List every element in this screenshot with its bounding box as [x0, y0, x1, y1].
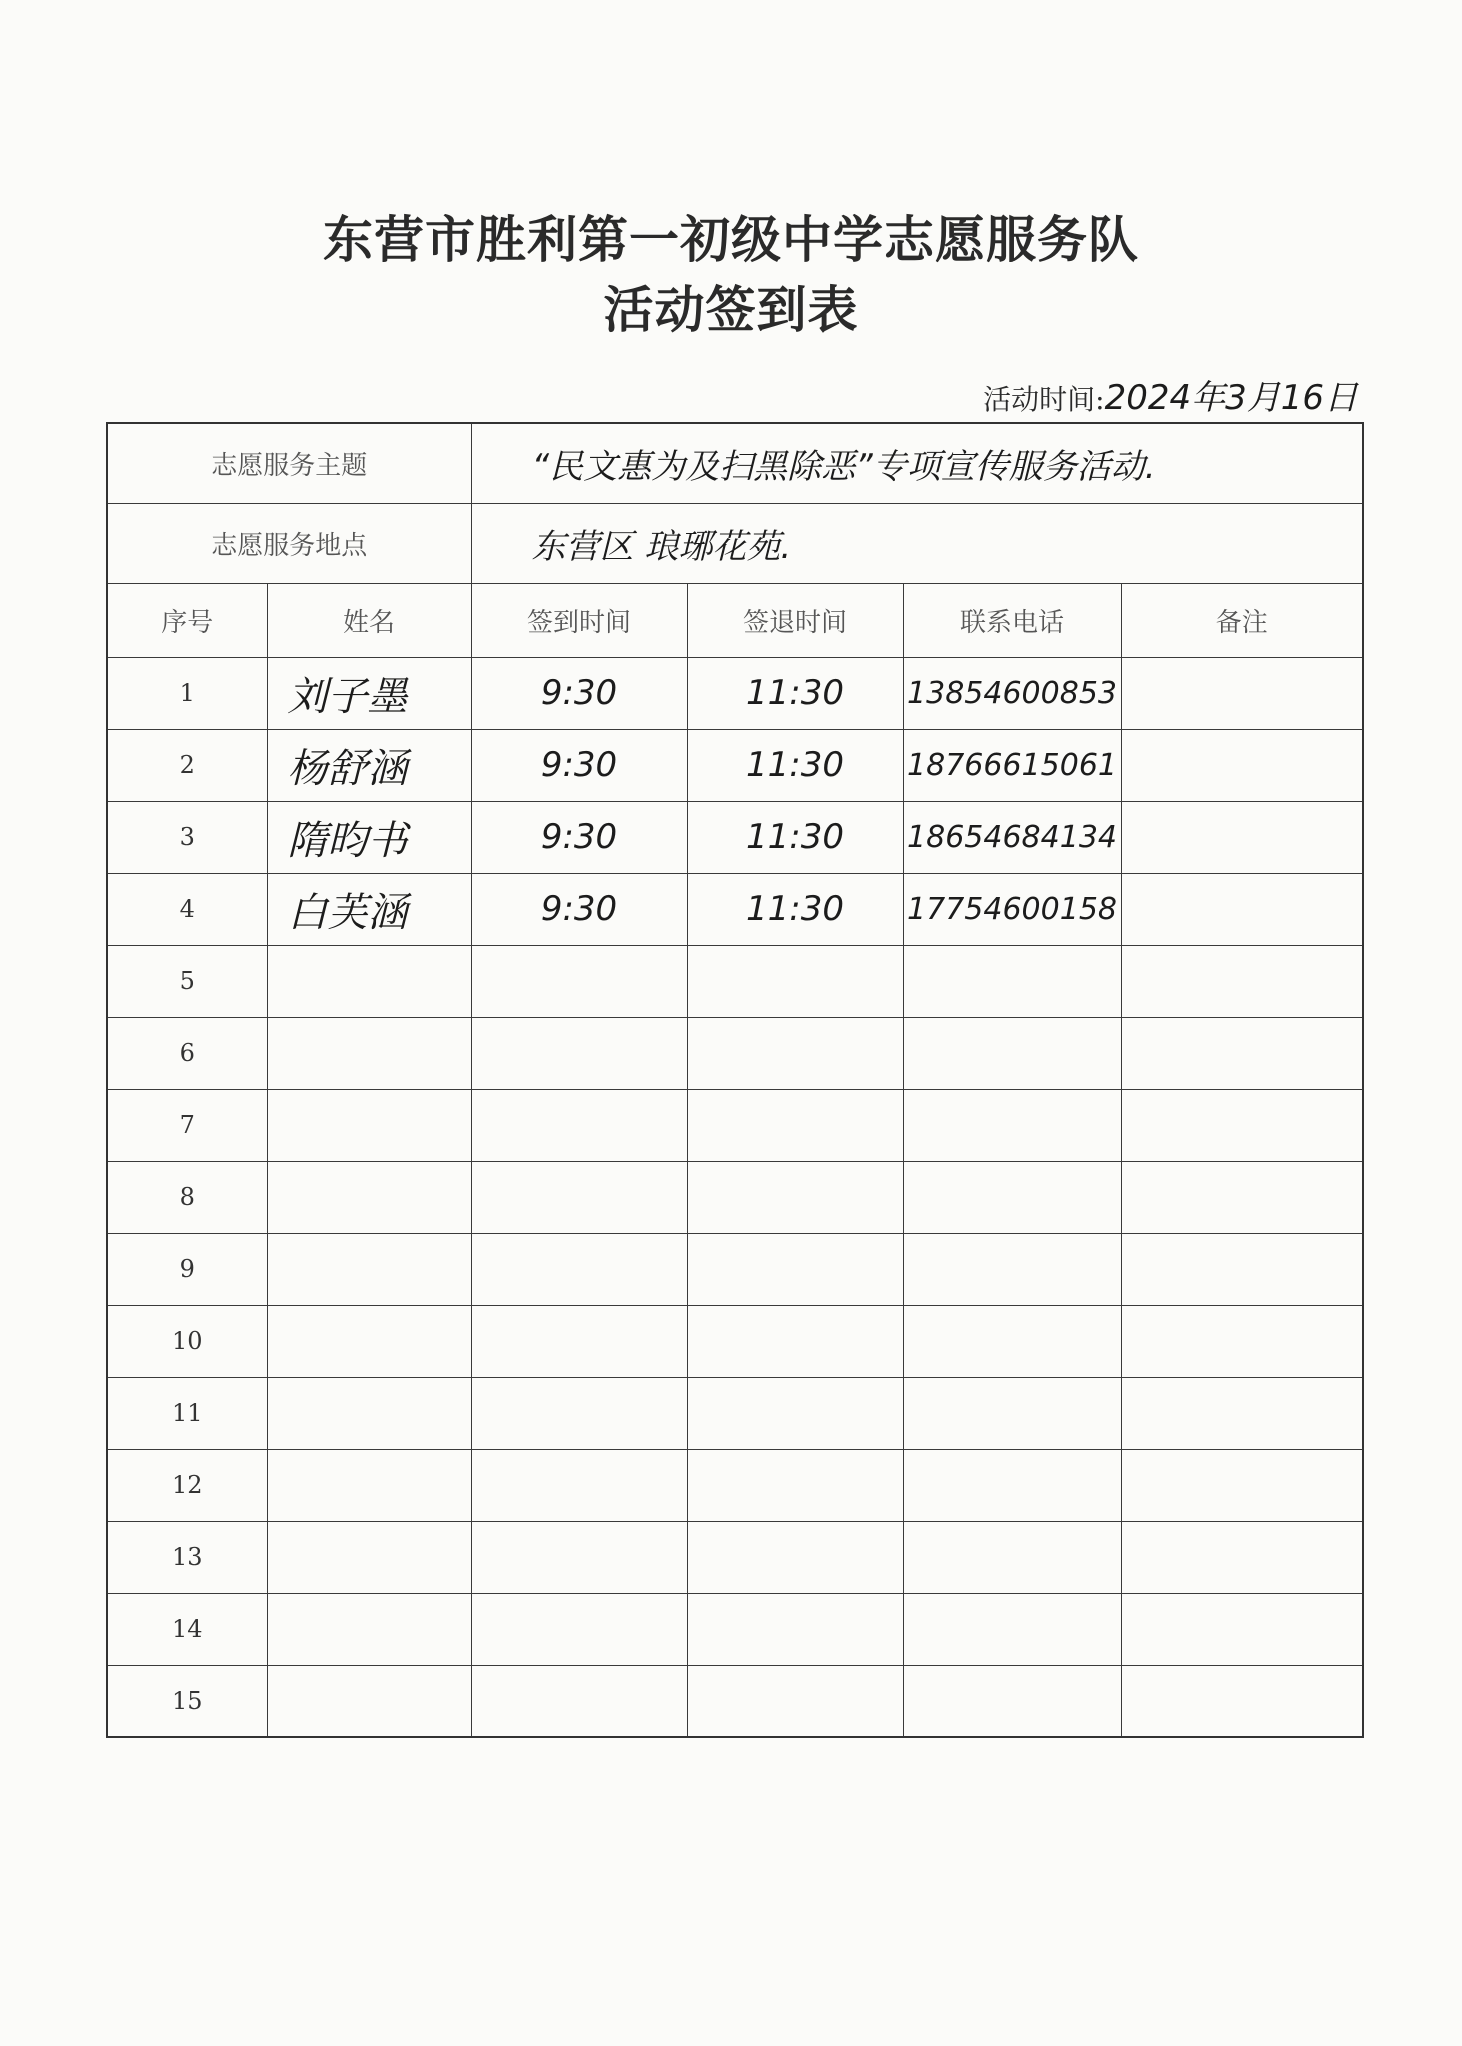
phone-cell: 18654684134: [903, 801, 1121, 873]
phone-cell: [903, 945, 1121, 1017]
phone-cell: [903, 1233, 1121, 1305]
phone-cell: [903, 1089, 1121, 1161]
theme-row: [107, 423, 1363, 503]
col-header-phone: 联系电话: [903, 583, 1121, 657]
phone-cell: 17754600158: [903, 873, 1121, 945]
sign-out-time-cell: [687, 1089, 903, 1161]
phone-cell: [903, 1449, 1121, 1521]
name-cell: [267, 945, 471, 1017]
note-cell: [1121, 1377, 1363, 1449]
col-header-note: 备注: [1121, 583, 1363, 657]
name-cell: 杨舒涵: [267, 729, 471, 801]
table-row: [107, 729, 1363, 801]
note-cell: [1121, 1593, 1363, 1665]
col-header-sign-out: 签退时间: [687, 583, 903, 657]
row-number: 2: [107, 729, 267, 801]
row-number: 6: [107, 1017, 267, 1089]
sign-out-time-cell: 11:30: [687, 801, 903, 873]
table-row: [107, 873, 1363, 945]
sign-out-time-cell: 11:30: [687, 729, 903, 801]
sign-in-time-cell: [471, 1377, 687, 1449]
sign-out-time-cell: [687, 1593, 903, 1665]
sign-in-time-cell: [471, 1089, 687, 1161]
table-row: [107, 1665, 1363, 1737]
sign-in-time-cell: 9:30: [471, 873, 687, 945]
sign-in-time-cell: [471, 1017, 687, 1089]
name-cell: [267, 1017, 471, 1089]
row-number: 5: [107, 945, 267, 1017]
name-cell: [267, 1089, 471, 1161]
row-number: 12: [107, 1449, 267, 1521]
note-cell: [1121, 1017, 1363, 1089]
phone-cell: 13854600853: [903, 657, 1121, 729]
name-cell: [267, 1593, 471, 1665]
name-cell: [267, 1665, 471, 1737]
form-subtitle: 活动签到表: [603, 280, 859, 339]
sign-in-time-cell: [471, 1665, 687, 1737]
note-cell: [1121, 1521, 1363, 1593]
sign-in-time-cell: [471, 945, 687, 1017]
name-cell: [267, 1377, 471, 1449]
phone-cell: 18766615061: [903, 729, 1121, 801]
name-cell: [267, 1449, 471, 1521]
phone-cell: [903, 1305, 1121, 1377]
sign-in-time-cell: [471, 1521, 687, 1593]
name-cell: [267, 1305, 471, 1377]
sign-out-time-cell: [687, 1017, 903, 1089]
location-label: 志愿服务地点: [107, 503, 471, 583]
row-number: 4: [107, 873, 267, 945]
sign-in-time-cell: [471, 1161, 687, 1233]
note-cell: [1121, 657, 1363, 729]
sign-out-time-cell: [687, 945, 903, 1017]
table-row: [107, 801, 1363, 873]
row-number: 11: [107, 1377, 267, 1449]
sign-in-time-cell: [471, 1593, 687, 1665]
phone-cell: [903, 1017, 1121, 1089]
note-cell: [1121, 1089, 1363, 1161]
sign-out-time-cell: 11:30: [687, 873, 903, 945]
name-cell: 白芙涵: [267, 873, 471, 945]
note-cell: [1121, 945, 1363, 1017]
name-cell: [267, 1233, 471, 1305]
sign-in-time-cell: [471, 1233, 687, 1305]
row-number: 10: [107, 1305, 267, 1377]
note-cell: [1121, 729, 1363, 801]
row-number: 13: [107, 1521, 267, 1593]
table-row: [107, 1017, 1363, 1089]
sign-in-time-cell: 9:30: [471, 657, 687, 729]
row-number: 3: [107, 801, 267, 873]
col-header-name: 姓名: [267, 583, 471, 657]
sign-out-time-cell: [687, 1377, 903, 1449]
table-row: [107, 945, 1363, 1017]
name-cell: [267, 1161, 471, 1233]
note-cell: [1121, 1449, 1363, 1521]
col-header-sign-in: 签到时间: [471, 583, 687, 657]
table-row: [107, 1377, 1363, 1449]
table-row: [107, 1161, 1363, 1233]
location-value: 东营区 琅琊花苑.: [471, 503, 1363, 583]
row-number: 7: [107, 1089, 267, 1161]
phone-cell: [903, 1593, 1121, 1665]
theme-value: “民文惠为及扫黑除恶”专项宣传服务活动.: [471, 423, 1363, 503]
activity-date: [983, 370, 1358, 419]
note-cell: [1121, 1161, 1363, 1233]
row-number: 15: [107, 1665, 267, 1737]
table-row: [107, 1593, 1363, 1665]
phone-cell: [903, 1161, 1121, 1233]
sign-in-time-cell: 9:30: [471, 729, 687, 801]
table-row: [107, 1521, 1363, 1593]
table-row: [107, 1089, 1363, 1161]
table-row: [107, 1233, 1363, 1305]
phone-cell: [903, 1521, 1121, 1593]
phone-cell: [903, 1377, 1121, 1449]
sign-out-time-cell: [687, 1449, 903, 1521]
name-cell: 刘子墨: [267, 657, 471, 729]
sign-out-time-cell: [687, 1161, 903, 1233]
sign-out-time-cell: 11:30: [687, 657, 903, 729]
note-cell: [1121, 801, 1363, 873]
table-row: [107, 1305, 1363, 1377]
table-row: [107, 657, 1363, 729]
sign-in-time-cell: [471, 1305, 687, 1377]
theme-label: 志愿服务主题: [107, 423, 471, 503]
column-header-row: [107, 583, 1363, 657]
sign-in-time-cell: 9:30: [471, 801, 687, 873]
sign-out-time-cell: [687, 1521, 903, 1593]
form-title: 东营市胜利第一初级中学志愿服务队: [323, 210, 1139, 269]
row-number: 14: [107, 1593, 267, 1665]
phone-cell: [903, 1665, 1121, 1737]
note-cell: [1121, 1665, 1363, 1737]
note-cell: [1121, 1305, 1363, 1377]
name-cell: [267, 1521, 471, 1593]
note-cell: [1121, 1233, 1363, 1305]
location-row: [107, 503, 1363, 583]
sign-out-time-cell: [687, 1233, 903, 1305]
date-value: 2024年3月16日: [1104, 378, 1358, 418]
row-number: 1: [107, 657, 267, 729]
sign-out-time-cell: [687, 1305, 903, 1377]
name-cell: 隋昀书: [267, 801, 471, 873]
note-cell: [1121, 873, 1363, 945]
date-label: 活动时间:: [983, 383, 1105, 416]
sign-in-table: [106, 422, 1364, 1738]
sign-out-time-cell: [687, 1665, 903, 1737]
col-header-no: 序号: [107, 583, 267, 657]
sign-in-time-cell: [471, 1449, 687, 1521]
row-number: 8: [107, 1161, 267, 1233]
row-number: 9: [107, 1233, 267, 1305]
table-row: [107, 1449, 1363, 1521]
